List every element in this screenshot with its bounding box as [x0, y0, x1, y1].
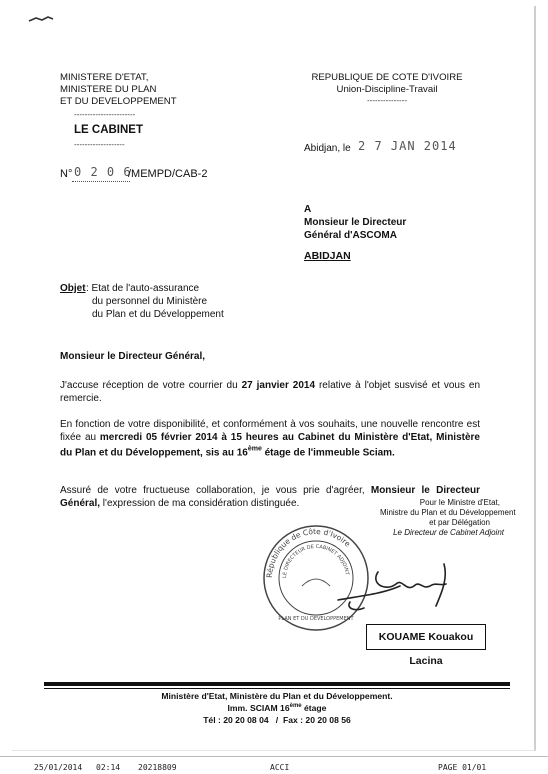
recipient-to: A	[304, 204, 312, 215]
footer-address-sup: ème	[289, 703, 302, 710]
corner-mark	[28, 14, 54, 24]
p1-text-a: J'accuse réception de votre courrier du	[60, 380, 242, 391]
footer-rule-thick	[44, 682, 510, 686]
signature-line-2: Ministre du Plan et du Développement	[380, 508, 516, 517]
paragraph-1	[60, 380, 480, 405]
fax-transmission-header	[0, 756, 548, 774]
handwritten-signature	[330, 556, 460, 620]
recipient-city: ABIDJAN	[304, 250, 351, 262]
ministry-line-2: MINISTERE DU PLAN	[60, 84, 157, 95]
ministry-line-3: ET DU DEVELOPPEMENT	[60, 96, 177, 107]
footer-address-a: Imm. SCIAM 16	[227, 703, 290, 713]
footer-address-b: étage	[301, 703, 327, 713]
ministry-line-1: MINISTERE D'ETAT,	[60, 72, 149, 83]
p2-meeting-details: mercredi 05 février 2014 à 15 heures au Cabinet du Ministère d'Etat, Ministère du Plan et du Développement, sis au 16	[60, 431, 480, 459]
country-motto: Union-Discipline-Travail	[336, 84, 438, 95]
reference-prefix: N°	[60, 168, 73, 180]
p3-addressee: Monsieur le Directeur Général,	[60, 485, 480, 509]
p3-text-c: l'expression de ma considération distinguée.	[100, 497, 300, 509]
salutation: Monsieur le Directeur Général,	[60, 351, 206, 362]
fax-time: 02:14	[96, 763, 121, 772]
date-stamp: 2 7 JAN 2014	[358, 139, 457, 153]
subject-line-2: du personnel du Ministère	[92, 296, 208, 307]
date-prefix: Abidjan, le	[304, 143, 351, 154]
seal-bottom-text: PLAN ET DU DÉVELOPPEMENT	[278, 616, 354, 622]
reference-suffix: /MEMPD/CAB-2	[128, 168, 208, 180]
footer-contact: Tél : 20 20 08 04 / Fax : 20 20 08 56	[203, 715, 351, 725]
fax-sender: ACCI	[270, 763, 290, 772]
p3-text-a: Assuré de votre fructueuse collaboration, je vous prie d'agréer,	[60, 485, 371, 496]
seal-inner-text: LE DIRECTEUR DE CABINET ADJOINT	[281, 543, 350, 579]
p1-text-c: relative à l'objet susvisé et vous en remercie.	[60, 380, 481, 404]
p1-date: 27 janvier 2014	[241, 380, 316, 391]
header-dashes-right: ---------------	[367, 96, 407, 105]
fax-date: 25/01/2014	[34, 763, 83, 772]
subject-line-3: du Plan et du Développement	[92, 309, 224, 320]
signature-line-3: et par Délégation	[429, 518, 490, 527]
reference-dotline	[72, 181, 130, 182]
reference-number: 0 2 0 6	[74, 165, 132, 179]
recipient-line-1: Monsieur le Directeur	[304, 217, 407, 228]
signatory-name-box: KOUAME Kouakou Lacina	[366, 624, 486, 650]
footer-address	[44, 703, 510, 713]
p2-superscript: ème	[247, 446, 262, 453]
footer-rule-thin	[44, 688, 510, 689]
recipient-line-2: Général d'ASCOMA	[304, 230, 397, 241]
header-dashes-left: -----------------------	[74, 110, 136, 119]
cabinet-label: LE CABINET	[74, 124, 143, 136]
paragraph-2	[60, 419, 480, 460]
p2-text-c: étage de l'immeuble Sciam.	[261, 447, 395, 459]
country-name: REPUBLIQUE DE COTE D'IVOIRE	[311, 72, 463, 83]
footer-ministry: Ministère d'Etat, Ministère du Plan et du Développement.	[161, 691, 393, 701]
seal-outer-text: République de Côte d'Ivoire	[264, 526, 353, 579]
fax-number: 20218809	[138, 763, 177, 772]
signature-line-1: Pour le Ministre d'Etat,	[419, 498, 500, 507]
subject-line-1: : Etat de l'auto-assurance	[86, 283, 200, 294]
fax-page: PAGE 01/01	[438, 763, 487, 772]
signature-title: Le Directeur de Cabinet Adjoint	[393, 528, 504, 537]
header-dashes-left-2: -------------------	[74, 140, 125, 149]
signature-block	[380, 498, 520, 538]
p2-text-a: En fonction de votre disponibilité, et conformément à vos souhaits, une nouvelle rencontre est fixée au	[60, 419, 480, 443]
subject-label: Objet	[60, 283, 86, 294]
